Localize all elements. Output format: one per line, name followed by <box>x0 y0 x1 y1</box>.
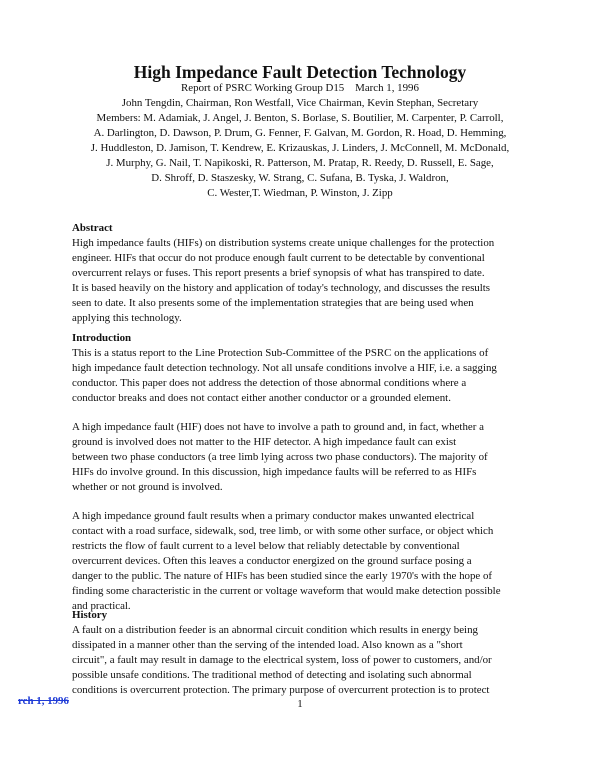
paragraph-line: A high impedance fault (HIF) does not have to involve a path to ground and, in fact, whether a <box>72 421 484 433</box>
history-line: A fault on a distribution feeder is an abnormal circuit condition which results in energy being <box>72 624 478 636</box>
paragraph-line: finding some characteristic in the current or voltage waveform that would make detection possible <box>72 585 501 597</box>
paragraph-line: ground is involved does not matter to the HIF detector. A high impedance fault can exist <box>72 436 457 448</box>
members-line: J. Huddleston, D. Jamison, T. Kendrew, E. Krizauskas, J. Linders, J. McConnell, M. McDonald, <box>90 142 510 154</box>
members-line: J. Murphy, G. Nail, T. Napikoski, R. Patterson, M. Pratap, R. Reedy, D. Russell, E. Sage, <box>106 157 494 169</box>
officers-line: John Tengdin, Chairman, Ron Westfall, Vice Chairman, Kevin Stephan, Secretary <box>121 97 479 109</box>
paragraph-line: whether or not ground is involved. <box>72 481 223 493</box>
members-line: C. Wester,T. Wiedman, P. Winston, J. Zipp <box>207 187 393 199</box>
introduction-paragraph <box>72 346 532 406</box>
history-line: dissipated in a manner other than the serving of the intended load. Also known as a "short <box>72 639 463 651</box>
report-line: Report of PSRC Working Group D15 March 1, 1996 <box>181 82 419 94</box>
paragraph-line: restricts the flow of fault current to a level below that reliably detectable by conventional <box>72 540 460 552</box>
abstract-section <box>72 221 532 326</box>
introduction-heading: Introduction <box>72 332 132 344</box>
abstract-line: overcurrent relays or fuses. This report presents a brief synopsis of what has transpired to date. <box>72 267 485 279</box>
paragraph-line: conductor. This paper does not address the detection of those abnormal conditions where a <box>72 377 467 389</box>
abstract-line: It is based heavily on the history and application of today's technology, and discusses the results <box>72 282 491 294</box>
abstract-line: applying this technology. <box>72 312 182 324</box>
introduction-paragraph <box>72 509 532 614</box>
page-number: 1 <box>297 698 303 710</box>
members-line: D. Shroff, D. Staszesky, W. Strang, C. Sufana, B. Tyska, J. Waldron, <box>151 172 449 184</box>
history-line: circuit", a fault may result in damage to the electrical system, loss of power to customers, and/or <box>72 654 492 666</box>
paragraph-line: This is a status report to the Line Protection Sub-Committee of the PSRC on the applications of <box>72 347 489 359</box>
abstract-heading: Abstract <box>72 222 113 234</box>
introduction-paragraph <box>72 420 532 495</box>
paragraph-line: high impedance fault detection technology. Not all unsafe conditions involve a HIF, i.e. a sagging <box>72 362 497 374</box>
date-stamp: rch 1, 1996 <box>18 695 69 707</box>
document-title: High Impedance Fault Detection Technology <box>133 62 467 82</box>
paragraph-line: conductor breaks and does not contact either another conductor or a grounded element. <box>72 392 451 404</box>
document-header <box>40 81 560 201</box>
history-heading: History <box>72 609 108 621</box>
introduction-section <box>72 331 532 614</box>
history-line: conditions is overcurrent protection. The primary purpose of overcurrent protection is to protect <box>72 684 490 696</box>
history-section <box>72 608 532 698</box>
paragraph-line: overcurrent devices. Often this leaves a conductor energized on the ground surface posing a <box>72 555 472 567</box>
members-line: Members: M. Adamiak, J. Angel, J. Benton, S. Borlase, S. Boutilier, M. Carpenter, P. Carroll, <box>96 112 504 124</box>
history-line: possible unsafe conditions. The traditional method of detecting and isolating such abnormal <box>72 669 472 681</box>
paragraph-line: and practical. <box>72 600 131 612</box>
paragraph-line: contact with a road surface, sidewalk, sod, tree limb, or with some other surface, or object which <box>72 525 494 537</box>
abstract-line: engineer. HIFs that occur do not produce enough fault current to be detectable by conventional <box>72 252 485 264</box>
paragraph-line: danger to the public. The nature of HIFs has been studied since the early 1970's with the hope of <box>72 570 493 582</box>
paragraph-line: between two phase conductors (a tree limb lying across two phase conductors). The majority of <box>72 451 488 463</box>
members-line: A. Darlington, D. Dawson, P. Drum, G. Fenner, F. Galvan, M. Gordon, R. Hoad, D. Hemming, <box>93 127 507 139</box>
abstract-line: High impedance faults (HIFs) on distribution systems create unique challenges for the protection <box>72 237 495 249</box>
paragraph-line: HIFs do involve ground. In this discussion, high impedance faults will be referred to as HIFs <box>72 466 477 478</box>
abstract-line: seen to date. It also presents some of the implementation strategies that are being used when <box>72 297 474 309</box>
paragraph-line: A high impedance ground fault results when a primary conductor makes unwanted electrical <box>72 510 475 522</box>
